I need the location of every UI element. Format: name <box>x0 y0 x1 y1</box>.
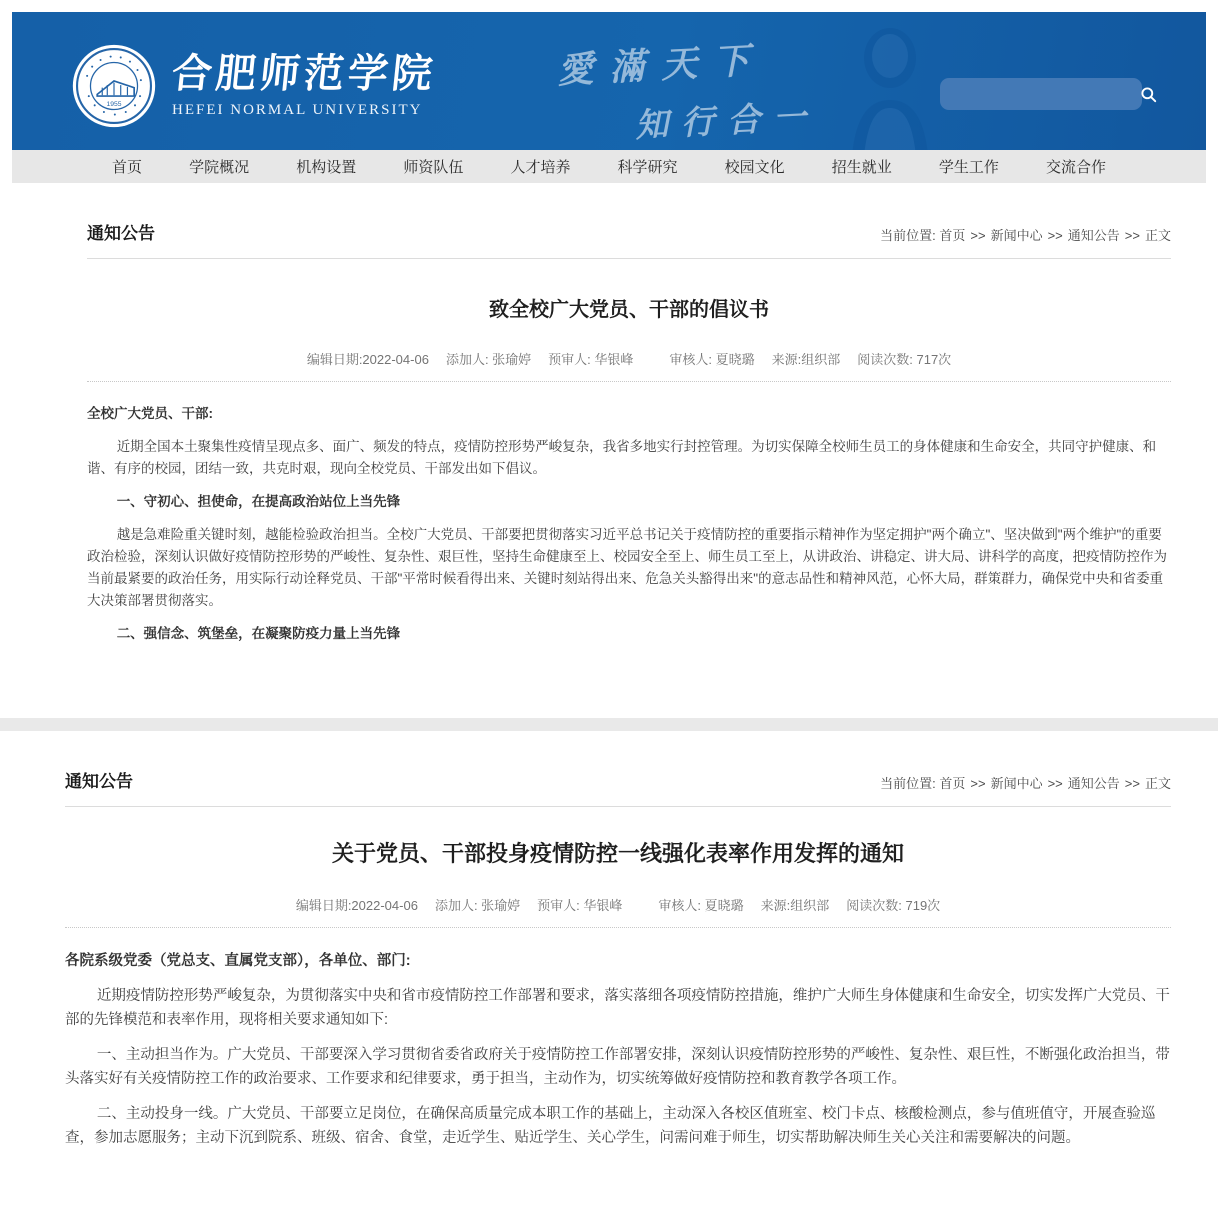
university-name-en: HEFEI NORMAL UNIVERSITY <box>172 102 423 118</box>
nav-item[interactable]: 科学研究 <box>617 159 678 176</box>
breadcrumb-separator: >> <box>1047 228 1063 243</box>
meta-item: 审核人: 夏晓璐 <box>658 898 744 913</box>
browser-page <box>12 12 1206 718</box>
paragraph-heading: 全校广大党员、干部: <box>87 406 213 421</box>
browser-page-2 <box>12 731 1206 1150</box>
meta-item: 阅读次数: 719次 <box>846 898 941 913</box>
nav-item[interactable]: 校园文化 <box>724 159 785 176</box>
motto-line-2: 知行合一 <box>634 96 820 145</box>
section-divider-line <box>87 258 1171 259</box>
meta-item: 预审人: 华银峰 <box>548 352 634 367</box>
paragraph: 近期疫情防控形势严峻复杂，为贯彻落实中央和省市疫情防控工作部署和要求，落实落细各项疫情防控措施，维护广大师生身体健康和生命安全，切实发挥广大党员、干部的先锋模范和表率作用，现将相关要求通知如下: <box>65 988 1170 1028</box>
paragraph-heading: 二、强信念、筑堡垒，在凝聚防疫力量上当先锋 <box>116 626 401 641</box>
meta-item: 编辑日期:2022-04-06 <box>295 898 418 913</box>
article-meta <box>65 895 1171 914</box>
breadcrumb-link[interactable]: 新闻中心 <box>990 776 1043 791</box>
nav-item[interactable]: 招生就业 <box>831 159 892 176</box>
page-divider-band <box>0 718 1218 731</box>
site-header <box>12 12 1206 150</box>
paragraph: 一、主动担当作为。广大党员、干部要深入学习贯彻省委省政府关于疫情防控工作部署安排，深刻认识疫情防控形势的严峻性、复杂性、艰巨性，不断强化政治担当，带头落实好有关疫情防控工作的政治要求、工作要求和纪律要求，勇于担当，主动作为，切实统筹做好疫情防控和教育教学各项工作。 <box>65 1047 1170 1087</box>
nav-item[interactable]: 机构设置 <box>296 159 357 176</box>
meta-item: 审核人: 夏晓璐 <box>669 352 755 367</box>
nav-item[interactable]: 学院概况 <box>189 159 250 176</box>
paragraph-heading: 一、守初心、担使命，在提高政治站位上当先锋 <box>116 494 401 509</box>
breadcrumb-link[interactable]: 首页 <box>939 228 966 243</box>
breadcrumb-separator: >> <box>970 776 986 791</box>
section-title: 通知公告 <box>65 772 133 791</box>
notice-section-2 <box>12 731 1206 1150</box>
meta-item: 阅读次数: 717次 <box>857 352 952 367</box>
university-logo-icon <box>72 44 156 128</box>
breadcrumb-separator: >> <box>970 228 986 243</box>
meta-item: 添加人: 张瑜婷 <box>445 352 532 367</box>
breadcrumb <box>880 773 1171 792</box>
article-title: 致全校广大党员、干部的倡议书 <box>489 299 769 321</box>
notice-section-1 <box>12 183 1206 718</box>
dotted-divider <box>65 927 1171 928</box>
article-body <box>87 403 1171 645</box>
brand[interactable] <box>72 44 439 128</box>
search-input[interactable] <box>940 78 1139 110</box>
article-title: 关于党员、干部投身疫情防控一线强化表率作用发挥的通知 <box>331 841 904 866</box>
meta-item: 编辑日期:2022-04-06 <box>306 352 429 367</box>
nav-item[interactable]: 人才培养 <box>510 159 571 176</box>
logo-year: 1955 <box>106 101 122 109</box>
meta-item: 来源:组织部 <box>760 898 830 913</box>
meta-item: 预审人: 华银峰 <box>537 898 623 913</box>
search-box[interactable] <box>940 78 1142 110</box>
breadcrumb-link[interactable]: 首页 <box>939 776 966 791</box>
breadcrumb-separator: >> <box>1124 776 1140 791</box>
meta-item: 来源:组织部 <box>771 352 841 367</box>
breadcrumb-link[interactable]: 正文 <box>1144 228 1171 243</box>
breadcrumb-prefix: 当前位置: <box>880 228 940 243</box>
meta-item: 添加人: 张瑜婷 <box>434 898 521 913</box>
main-nav <box>12 150 1206 183</box>
nav-item[interactable]: 交流合作 <box>1045 159 1106 176</box>
motto-line-1: 愛滿天下 <box>556 38 767 92</box>
article-meta <box>87 349 1171 368</box>
breadcrumb-separator: >> <box>1047 776 1063 791</box>
section-title: 通知公告 <box>87 224 155 243</box>
brand-text <box>169 50 439 119</box>
section-head <box>87 183 1171 244</box>
nav-item[interactable]: 学生工作 <box>938 159 999 176</box>
search-icon[interactable] <box>1139 85 1158 104</box>
university-name-cn: 合肥师范学院 <box>169 50 439 97</box>
breadcrumb-separator: >> <box>1124 228 1140 243</box>
motto-calligraphy <box>556 36 820 145</box>
breadcrumb-link[interactable]: 通知公告 <box>1067 228 1120 243</box>
article-body <box>65 949 1171 1150</box>
section-divider-line <box>65 806 1171 807</box>
nav-item[interactable]: 首页 <box>112 159 143 176</box>
breadcrumb <box>880 225 1171 244</box>
paragraph-heading: 各院系级党委（党总支、直属党支部），各单位、部门: <box>65 953 411 969</box>
paragraph: 越是急难险重关键时刻，越能检验政治担当。全校广大党员、干部要把贯彻落实习近平总书记关于疫情防控的重要指示精神作为坚定拥护"两个确立"、坚决做到"两个维护"的重要政治检验，深刻认识做好疫情防控形势的严峻性、复杂性、艰巨性，坚持生命健康至上、校园安全至上、师生员工至上，从讲政治、讲稳定、讲大局、讲科学的高度，把疫情防控作为当前最紧要的政治任务，用实际行动诠释党员、干部"平常时候看得出来、关键时刻站得出来、危急关头豁得出来"的意志品性和精神风范，心怀大局，群策群力，确保党中央和省委重大决策部署贯彻落实。 <box>87 527 1167 608</box>
breadcrumb-link[interactable]: 新闻中心 <box>990 228 1043 243</box>
paragraph: 二、主动投身一线。广大党员、干部要立足岗位，在确保高质量完成本职工作的基础上，主动深入各校区值班室、校门卡点、核酸检测点，参与值班值守，开展查验巡查，参加志愿服务；主动下沉到院系、班级、宿舍、食堂，走近学生、贴近学生、关心学生，问需问难于师生，切实帮助解决师生关心关注和需要解决的问题。 <box>65 1106 1156 1146</box>
dotted-divider <box>87 381 1171 382</box>
breadcrumb-prefix: 当前位置: <box>880 776 940 791</box>
paragraph: 近期全国本土聚集性疫情呈现点多、面广、频发的特点，疫情防控形势严峻复杂，我省多地实行封控管理。为切实保障全校师生员工的身体健康和生命安全，共同守护健康、和谐、有序的校园，团结一致，共克时艰，现向全校党员、干部发出如下倡议。 <box>87 439 1157 476</box>
section-head <box>65 731 1171 792</box>
breadcrumb-link[interactable]: 通知公告 <box>1067 776 1120 791</box>
nav-item[interactable]: 师资队伍 <box>403 159 464 176</box>
breadcrumb-link[interactable]: 正文 <box>1144 776 1171 791</box>
